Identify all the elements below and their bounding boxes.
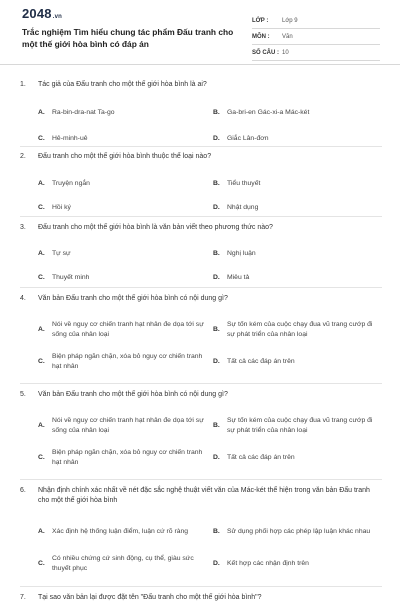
question-number: 1. xyxy=(20,81,26,88)
divider xyxy=(20,383,382,384)
question-stem: Tác giả của Đấu tranh cho một thế giới hòa bình là ai? xyxy=(38,81,207,88)
option-b[interactable] xyxy=(213,314,382,346)
option-a[interactable] xyxy=(38,314,207,346)
option-text: Biện pháp ngăn chặn, xóa bỏ nguy cơ chiến tranh hạt nhân xyxy=(52,449,203,466)
option-text: Kết hợp các nhận định trên xyxy=(227,560,309,567)
option-c[interactable] xyxy=(38,346,207,378)
option-text: Hê-minh-uê xyxy=(52,135,88,142)
option-text: Nhật dụng xyxy=(227,204,259,211)
option-letter: D. xyxy=(213,135,220,142)
option-text: Giắc Lân-đơn xyxy=(227,135,269,142)
option-text: Truyện ngắn xyxy=(52,180,90,187)
meta-key: MÔN : xyxy=(252,33,270,40)
option-d[interactable] xyxy=(213,346,382,378)
logo-text: 2048 xyxy=(22,6,52,21)
option-letter: B. xyxy=(213,422,220,429)
question-number: 4. xyxy=(20,295,26,302)
option-d[interactable] xyxy=(213,442,382,474)
option-letter: D. xyxy=(213,274,220,281)
option-letter: A. xyxy=(38,250,45,257)
question-1-options xyxy=(20,100,382,152)
option-b[interactable] xyxy=(213,242,382,266)
site-logo[interactable] xyxy=(22,6,62,21)
meta-key: SỐ CÂU : xyxy=(252,49,279,56)
option-letter: C. xyxy=(38,454,45,461)
option-text: Xác định hệ thống luận điểm, luận cứ rõ ràng xyxy=(52,528,189,535)
question-text xyxy=(20,152,382,162)
option-text: Hồi ký xyxy=(52,204,71,211)
question-7 xyxy=(20,593,382,603)
option-letter: C. xyxy=(38,204,45,211)
option-b[interactable] xyxy=(213,172,382,196)
logo-domain: .vn xyxy=(52,14,63,20)
meta-table xyxy=(252,13,380,61)
option-text: Có nhiều chứng cứ sinh động, cụ thể, giàu sức thuyết phục xyxy=(52,555,194,572)
question-stem: Nhận định chính xác nhất về nét đặc sắc nghệ thuật viết văn của Mác-két thể hiện trong văn bản Đấu tranh cho một thế giới hòa bình xyxy=(38,487,370,504)
divider xyxy=(20,586,382,587)
option-text: Tất cả các đáp án trên xyxy=(227,358,295,365)
option-text: Nói về nguy cơ chiến tranh hạt nhân đe dọa tới sự sống của nhân loại xyxy=(52,321,204,338)
option-text: Thuyết minh xyxy=(52,274,90,281)
option-text: Miêu tả xyxy=(227,274,250,281)
option-text: Tất cả các đáp án trên xyxy=(227,454,295,461)
option-text: Sử dụng phối hợp các phép lập luận khác nhau xyxy=(227,528,371,535)
option-letter: C. xyxy=(38,274,45,281)
option-c[interactable] xyxy=(38,442,207,474)
option-letter: C. xyxy=(38,135,45,142)
meta-value: 10 xyxy=(282,49,289,56)
question-6 xyxy=(20,486,382,506)
question-stem: Đấu tranh cho một thế giới hòa bình là văn bản viết theo phương thức nào? xyxy=(38,224,273,231)
option-text: Sự tốn kém của cuộc chạy đua vũ trang cướp đi sự phát triển của nhân loại xyxy=(227,417,373,434)
option-c[interactable] xyxy=(38,548,207,580)
question-stem: Văn bản Đấu tranh cho một thế giới hòa bình có nội dung gì? xyxy=(38,295,228,302)
document-header xyxy=(0,0,400,65)
question-5-options xyxy=(20,410,382,474)
question-3-options xyxy=(20,242,382,290)
question-text xyxy=(20,223,382,233)
question-number: 2. xyxy=(20,153,26,160)
question-2-options xyxy=(20,172,382,220)
question-2 xyxy=(20,152,382,162)
option-b[interactable] xyxy=(213,410,382,442)
option-letter: C. xyxy=(38,358,45,365)
option-text: Ra-bin-dra-nat Ta-go xyxy=(52,109,115,116)
question-3 xyxy=(20,223,382,233)
option-a[interactable] xyxy=(38,100,207,126)
option-a[interactable] xyxy=(38,242,207,266)
question-6-options xyxy=(20,516,382,580)
option-a[interactable] xyxy=(38,516,207,548)
option-text: Nghị luận xyxy=(227,250,256,257)
question-4 xyxy=(20,294,382,304)
option-text: Tự sự xyxy=(52,250,71,257)
meta-key: LỚP : xyxy=(252,17,269,24)
option-letter: D. xyxy=(213,358,220,365)
option-text: Tiểu thuyết xyxy=(227,180,261,187)
meta-value: Văn xyxy=(282,33,293,40)
option-letter: D. xyxy=(213,560,220,567)
question-4-options xyxy=(20,314,382,378)
option-a[interactable] xyxy=(38,172,207,196)
divider xyxy=(20,479,382,480)
question-5 xyxy=(20,390,382,400)
option-letter: B. xyxy=(213,180,220,187)
meta-row-class xyxy=(252,13,380,29)
option-letter: A. xyxy=(38,326,45,333)
option-b[interactable] xyxy=(213,100,382,126)
question-number: 5. xyxy=(20,391,26,398)
option-letter: A. xyxy=(38,528,45,535)
option-d[interactable] xyxy=(213,126,382,152)
option-letter: C. xyxy=(38,560,45,567)
option-letter: D. xyxy=(213,454,220,461)
divider xyxy=(20,287,382,288)
question-number: 6. xyxy=(20,487,26,494)
question-number: 7. xyxy=(20,594,26,601)
meta-value: Lớp 9 xyxy=(282,17,298,24)
option-c[interactable] xyxy=(38,126,207,152)
option-d[interactable] xyxy=(213,548,382,580)
option-letter: B. xyxy=(213,109,220,116)
option-letter: A. xyxy=(38,180,45,187)
question-text xyxy=(20,390,382,400)
question-text xyxy=(20,294,382,304)
question-stem: Văn bản Đấu tranh cho một thế giới hòa bình có nội dung gì? xyxy=(38,391,228,398)
option-text: Biện pháp ngăn chặn, xóa bỏ nguy cơ chiến tranh hạt nhân xyxy=(52,353,203,370)
option-text: Nói về nguy cơ chiến tranh hạt nhân đe dọa tới sự sống của nhân loại xyxy=(52,417,204,434)
option-a[interactable] xyxy=(38,410,207,442)
option-letter: B. xyxy=(213,528,220,535)
question-text xyxy=(20,80,382,90)
divider xyxy=(20,216,382,217)
option-letter: B. xyxy=(213,326,220,333)
option-text: Ga-bri-en Gác-xi-a Mác-két xyxy=(227,109,310,116)
question-stem: Đấu tranh cho một thế giới hòa bình thuộc thể loại nào? xyxy=(38,153,212,160)
question-text xyxy=(20,486,382,506)
option-letter: B. xyxy=(213,250,220,257)
question-stem: Tại sao văn bản lại được đặt tên "Đấu tranh cho một thế giới hòa bình"? xyxy=(38,594,262,601)
question-1 xyxy=(20,80,382,90)
meta-row-subject xyxy=(252,29,380,45)
question-text xyxy=(20,593,382,603)
divider xyxy=(20,146,382,147)
option-b[interactable] xyxy=(213,516,382,548)
page-title: Trắc nghiệm Tìm hiểu chung tác phẩm Đấu tranh cho một thế giới hòa bình có đáp án xyxy=(22,27,234,49)
option-letter: D. xyxy=(213,204,220,211)
option-text: Sự tốn kém của cuộc chạy đua vũ trang cướp đi sự phát triển của nhân loại xyxy=(227,321,373,338)
option-letter: A. xyxy=(38,422,45,429)
meta-row-count xyxy=(252,45,380,61)
question-number: 3. xyxy=(20,224,26,231)
option-letter: A. xyxy=(38,109,45,116)
